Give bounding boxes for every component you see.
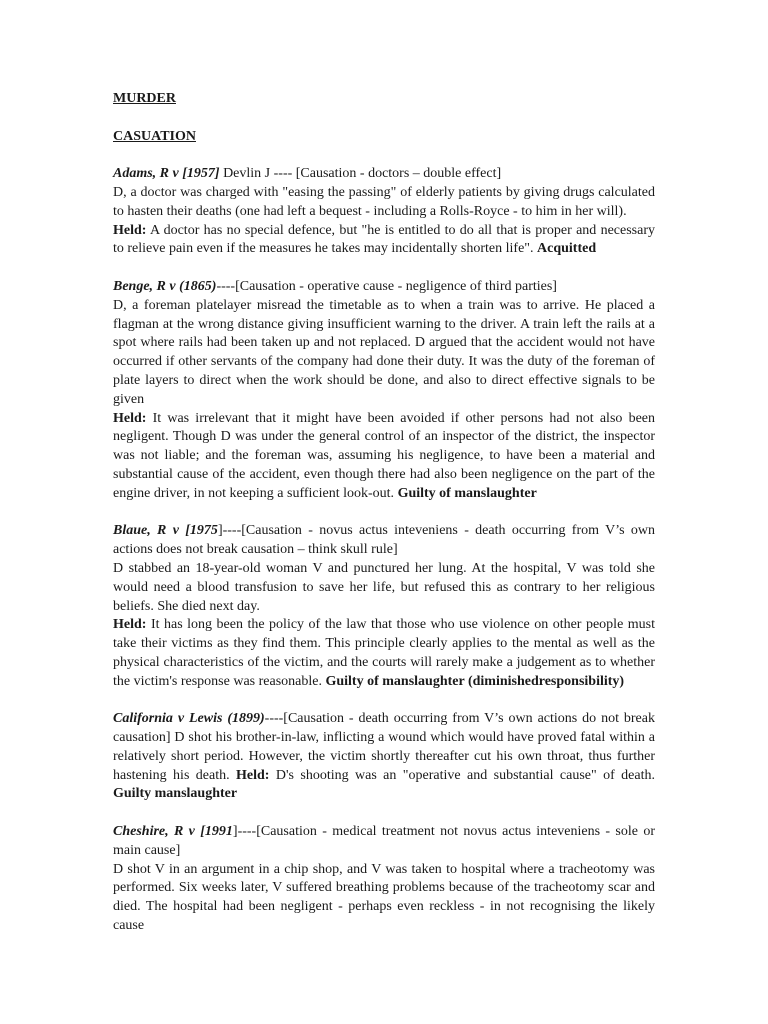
case-facts: D, a foreman platelayer misread the timetable as to when a train was to arrive. He placed a flagman at the wrong distance giving insufficient warning to the driver. A train left the rails at a spot where rails had been taken up and not replaced. D argued that the accident would not have occurred if other servants of the company had done their duty. It was the duty of the foreman of plate layers to direct when the work should be done, and also to direct effective signals to be given	[113, 297, 655, 407]
case-verdict: Guilty of manslaughter	[397, 485, 537, 501]
case-topic: ----[Causation - operative cause - negligence of third parties]	[216, 278, 557, 294]
case-verdict: Guilty manslaughter	[113, 786, 238, 802]
spacer	[113, 692, 655, 711]
held-label: Held:	[113, 410, 147, 426]
case-citation: Benge, R v (1865)	[113, 278, 217, 294]
case-heading	[113, 823, 655, 861]
spacer	[113, 259, 655, 278]
held-text: D's shooting was an "operative and substantial cause" of death.	[269, 767, 655, 783]
case-citation: Cheshire, R v [1991	[113, 824, 233, 840]
case-topic: ----[Causation - death occurring from V’s own actions do not break causation] D shot his brother-in-law, inflicting a wound which would have proved fatal within a relatively short period. However, the victim shortly thereafter cut his own throat, thus further hastening his death.	[113, 711, 655, 783]
spacer	[113, 804, 655, 823]
case-verdict: Guilty of manslaughter (diminishedresponsibility)	[325, 673, 625, 689]
case-body	[113, 710, 655, 804]
case-verdict: Acquitted	[537, 241, 597, 257]
held-label: Held:	[113, 222, 147, 238]
case-facts: D shot V in an argument in a chip shop, and V was taken to hospital where a tracheotomy was performed. Six weeks later, V suffered breathing problems because of the tracheotomy scar and died. The hospital had been negligent - perhaps even reckless - in not recognising the likely cause	[113, 861, 655, 934]
held-label: Held:	[236, 767, 270, 783]
held-text: It was irrelevant that it might have been avoided if other persons had not also been negligent. Though D was under the general control of an inspector of the district, the inspector was not liable; and the foreman was, assuming his negligence, to have been a material and substantial cause of the accident, even though there had also been negligence on the part of the engine driver, in not keeping a sufficient look-out.	[113, 410, 655, 501]
case-blaue	[113, 522, 655, 691]
heading-causation: CASUATION	[113, 128, 196, 144]
case-topic: ]----[Causation - novus actus inteveniens - death occurring from V’s own actions does not break causation – think skull rule]	[113, 523, 655, 558]
case-cheshire	[113, 823, 655, 936]
case-benge	[113, 278, 655, 504]
case-facts: D, a doctor was charged with "easing the passing" of elderly patients by giving drugs calculated to hasten their deaths (one had left a bequest - including a Rolls-Royce - to him in her will).	[113, 184, 655, 219]
case-heading	[113, 278, 655, 297]
case-held	[113, 410, 655, 504]
spacer	[113, 109, 655, 128]
document-page	[113, 90, 655, 936]
heading-murder: MURDER	[113, 91, 176, 106]
held-label: Held:	[113, 617, 147, 633]
spacer	[113, 146, 655, 165]
case-adams	[113, 165, 655, 259]
held-text: It has long been the policy of the law that those who use violence on other people must take their victims as they find them. This principle clearly applies to the mental as well as the physical characteristics of the victim, and the courts will rarely make a judgement as to whether the victim's response was reasonable.	[113, 617, 655, 689]
case-topic: ]----[Causation - medical treatment not novus actus inteveniens - sole or main cause]	[113, 824, 655, 858]
held-text: A doctor has no special defence, but "he is entitled to do all that is proper and necessary to relieve pain even if the measures he takes may incidentally shorten life".	[113, 222, 655, 257]
case-citation: Adams, R v [1957]	[113, 166, 220, 182]
case-citation: California v Lewis (1899)	[113, 711, 265, 727]
case-held	[113, 222, 655, 260]
case-held	[113, 616, 655, 691]
case-heading	[113, 165, 655, 184]
case-heading	[113, 522, 655, 560]
case-facts: D stabbed an 18-year-old woman V and punctured her lung. At the hospital, V was told she would need a blood transfusion to save her life, but refused this as contrary to her religious beliefs. She died next day.	[113, 560, 655, 614]
case-california-lewis	[113, 710, 655, 804]
case-topic: Devlin J ---- [Causation - doctors – double effect]	[219, 166, 502, 182]
spacer	[113, 504, 655, 523]
case-citation: Blaue, R v [1975	[113, 523, 218, 539]
